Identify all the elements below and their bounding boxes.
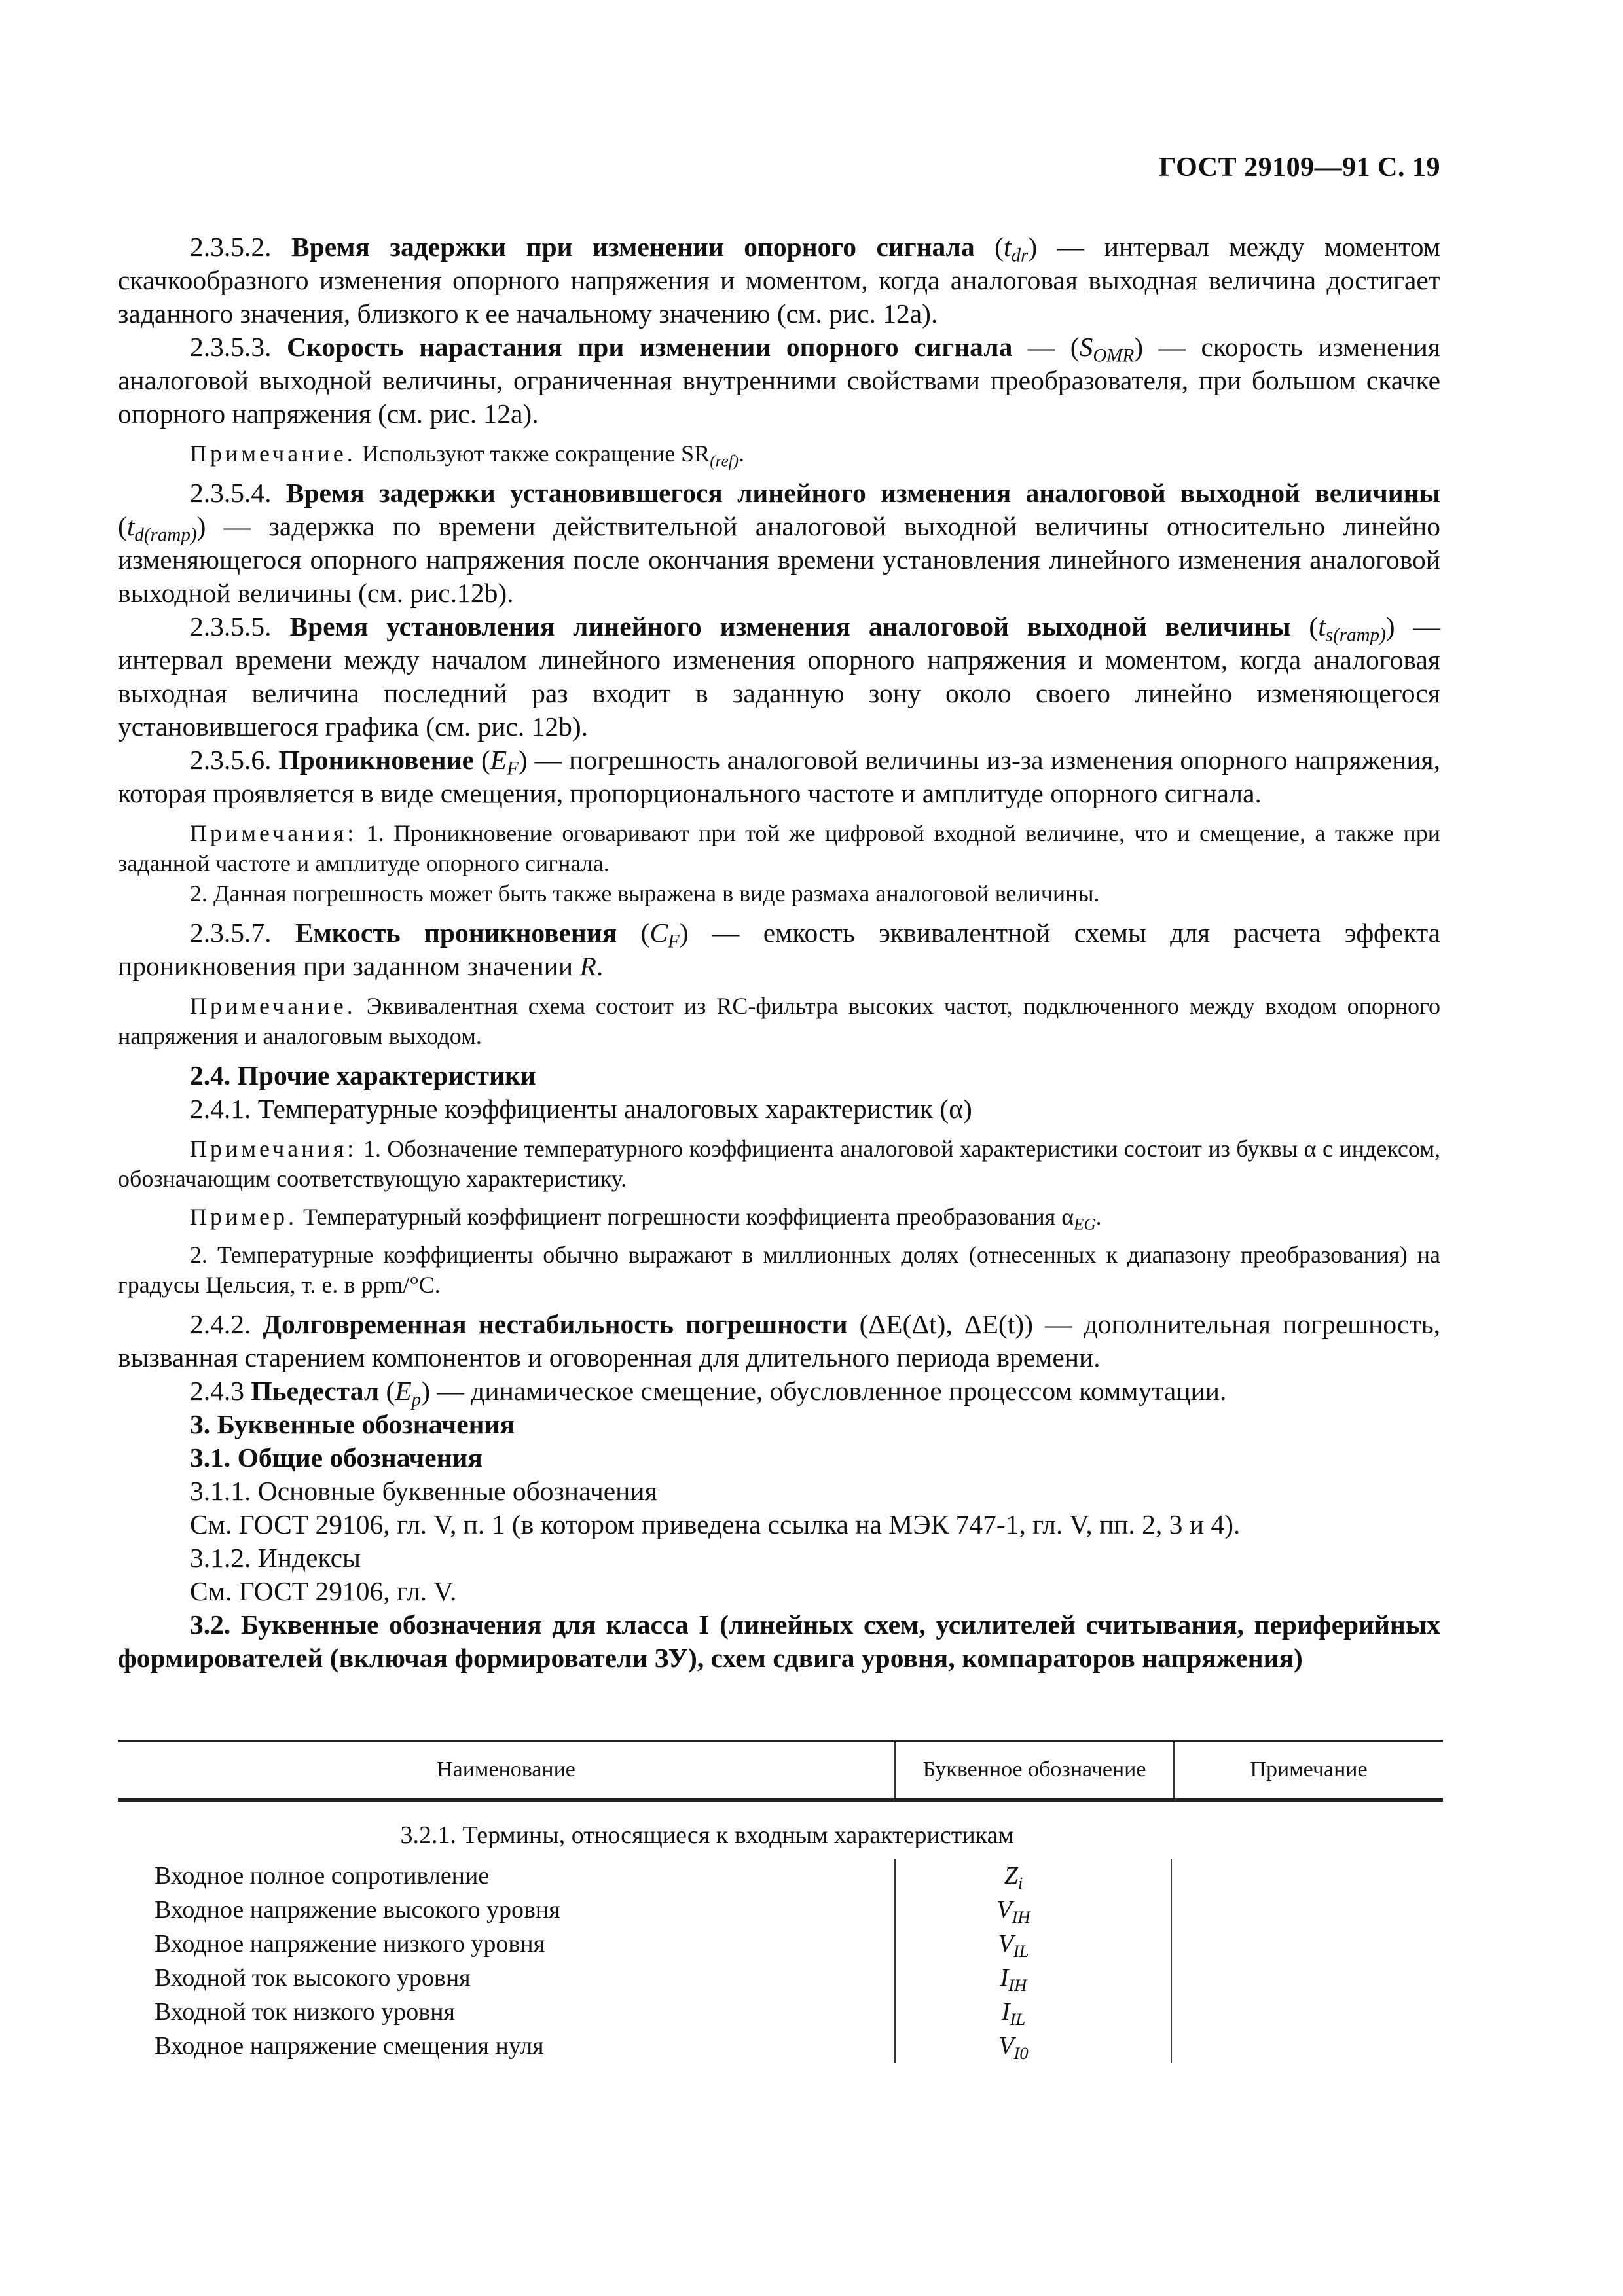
section-3: 3. Буквенные обозначения: [190, 1409, 515, 1439]
table-row: Входное полное сопротивление $Z_i$: [118, 1859, 1443, 1893]
clause-3-1-2-reference: См. ГОСТ 29106, гл. V.: [190, 1576, 457, 1606]
note-sr-ref: Примечание. Используют также сокращение $SR_{(ref)}$.: [190, 440, 745, 471]
clause-2-3-5-6: 2.3.5.6. Проникновение $(E_F)$ — погрешность аналоговой величины из-за изменения опорного напряжения, которая проявляется в виде смещения, пропорционального частоте и амплитуде опорного сигнала.: [118, 745, 1441, 808]
column-header-symbol: Буквенное обозначение: [894, 1742, 1175, 1798]
clause-3-1-1: 3.1.1. Основные буквенные обозначения: [190, 1476, 657, 1506]
clause-2-3-5-3: 2.3.5.3. Скорость нарастания при изменении опорного сигнала — $(S_{OMR})$ — скорость изменения аналоговой выходной величины, ограниченная внутренними свойствами преобразователя, при большом скачке опорного напряжения (см. рис. 12а).: [118, 332, 1440, 429]
note-ppm: 2. Температурные коэффициенты обычно выражают в миллионных долях (отнесенных к диапазону преобразования) на градусы Цельсия, т. е. в ppm/°С.: [118, 1242, 1440, 1298]
clause-2-4-3: 2.4.3 Пьедестал $(E_p)$ — динамическое смещение, обусловленное процессом коммутации.: [190, 1376, 1227, 1410]
table-row: Входное напряжение смещения нуля $V_{I0}$: [118, 2029, 1443, 2063]
section-3-2: 3.2. Буквенные обозначения для класса I (линейных схем, усилителей считывания, периферийных формирователей (включая формирователи ЗУ), схем сдвига уровня, компараторов напряжения): [118, 1609, 1440, 1673]
table-row: Входное напряжение высокого уровня $V_{IH}$: [118, 1893, 1443, 1927]
table-row: Входной ток высокого уровня $I_{IH}$: [118, 1961, 1443, 1995]
clause-2-3-5-4: 2.3.5.4. Время задержки установившегося линейного изменения аналоговой выходной величины $(t_{d(ramp)})$ — задержка по времени действительной аналоговой выходной величины относительно линейно изменяющегося опорного напряжения после окончания времени установления линейного изменения аналоговой выходной величины (см. рис.12b).: [118, 478, 1441, 608]
table-group-title: 3.2.1. Термины, относящиеся к входным характеристикам: [400, 1821, 1014, 1849]
column-header-note: Примечание: [1250, 1757, 1368, 1782]
section-2-4: 2.4. Прочие характеристики: [190, 1060, 536, 1090]
note-feedthrough-2: 2. Данная погрешность может быть также выражена в виде размаха аналоговой величины.: [190, 880, 1100, 906]
column-header-name: Наименование: [437, 1757, 575, 1782]
table-row: Входной ток низкого уровня $I_{IL}$: [118, 1995, 1443, 2029]
note-temperature-coefficient: Примечания: 1. Обозначение температурного коэффициента аналоговой характеристики состоит из буквы α с индексом, обозначающим соответствующую характеристику.: [118, 1136, 1440, 1192]
clause-2-3-5-2: 2.3.5.2. Время задержки при изменении опорного сигнала $(t_{dr})$ — интервал между моментом скачкообразного изменения опорного напряжения и моментом, когда аналоговая выходная величина достигает заданного значения, близкого к ее начальному значению (см. рис. 12а).: [118, 232, 1440, 329]
note-feedthrough: Примечания: 1. Проникновение оговаривают при той же цифровой входной величине, что и смещение, а также при заданной частоте и амплитуде опорного сигнала.: [118, 820, 1440, 876]
clause-2-4-2: 2.4.2. Долговременная нестабильность погрешности (ΔE(Δt), ΔE(t)) — дополнительная погрешность, вызванная старением компонентов и оговоренная для длительного периода времени.: [118, 1309, 1441, 1372]
note-equivalent-circuit: Примечание. Эквивалентная схема состоит из RC-фильтра высоких частот, подключенного между входом опорного напряжения и аналоговым выходом.: [118, 993, 1440, 1049]
symbols-table-header: [118, 1740, 1443, 1802]
clause-2-4-1: 2.4.1. Температурные коэффициенты аналоговых характеристик (α): [190, 1094, 972, 1124]
clause-3-1-2: 3.1.2. Индексы: [190, 1543, 361, 1573]
page-header: ГОСТ 29109—91 С. 19: [1158, 152, 1440, 183]
document-body: [118, 230, 1440, 1675]
clause-3-1-1-reference: См. ГОСТ 29106, гл. V, п. 1 (в котором приведена ссылка на МЭК 747-1, гл. V, пп. 2, 3 и 4).: [190, 1509, 1241, 1539]
table-row: Входное напряжение низкого уровня $V_{IL}$: [118, 1927, 1443, 1961]
section-3-1: 3.1. Общие обозначения: [190, 1443, 483, 1473]
clause-2-3-5-7: 2.3.5.7. Емкость проникновения $(C_F)$ — емкость эквивалентной схемы для расчета эффекта проникновения при заданном значении R.: [118, 918, 1440, 981]
example-temperature-coefficient: Пример. Температурный коэффициент погрешности коэффициента преобразования $\alpha_{EG}$.: [190, 1204, 1102, 1234]
symbols-table-body: [118, 1859, 1443, 2063]
clause-2-3-5-5: 2.3.5.5. Время установления линейного изменения аналоговой выходной величины $(t_{s(ramp)})$ — интервал времени между началом линейного изменения опорного напряжения и моментом, когда аналоговая выходная величина последний раз входит в заданную зону около своего линейно изменяющегося установившегося графика (см. рис. 12b).: [118, 611, 1440, 742]
